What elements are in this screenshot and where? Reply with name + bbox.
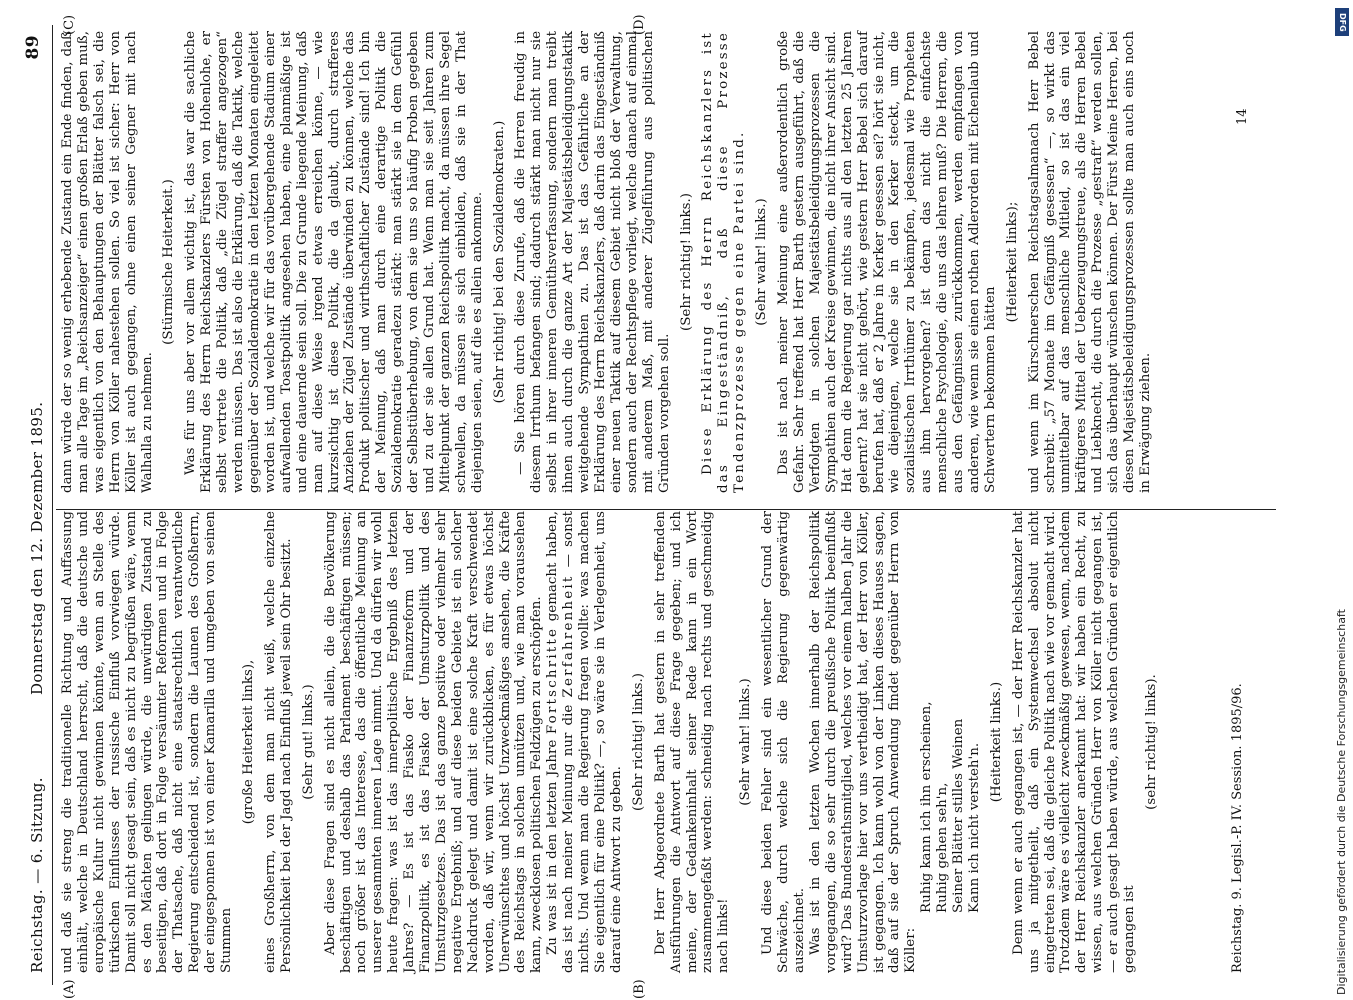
interjection: (sehr richtig! links).: [1144, 674, 1159, 810]
paragraph: Der Herr Abgeordnete Barth hat gestern in sehr treffenden Ausführungen die Antwort auf diese Frage gegeben; und ich meine, der Gedankeninhalt seiner Rede kann in ein Wort zusammengefaßt werden: schneidig nach rechts und geschmeidig nach links!: [652, 511, 732, 973]
interjection: (Heiterkeit links);: [1004, 201, 1020, 323]
header-left: Reichstag. — 6. Sitzung.: [28, 777, 46, 973]
verse-line: Ruhig kann ich ihn erscheinen,: [919, 701, 935, 913]
emphasis-paragraph: Diese Erklärung des Herrn Reichskanzlers ist das Eingeständniß, daß diese Prozesse Tendenzprozesse gegen eine Partei sind.: [700, 31, 748, 493]
paragraph: eines Großherrn, von dem man nicht weiß, welche einzelne Persönlichkeit bei der Jagd nach Einfluß jeweil sein Ohr besitzt.: [262, 511, 294, 973]
paragraph: — Sie hören durch diese Zurufe, daß die Herren freudig in diesem Irrthum befangen sind; dadurch stärkt man nicht nur sie selbst in ihrer inneren Gemüthsverfassung, sondern man treibt ihnen auch durch die ganze Art der Majestätsbeleidigungstaktik weitgehende Sympathien zu. Das ist das Gefährliche an der Erklärung des Herrn Reichskanzlers, daß darin das Eingeständniß einer neuen Taktik auf diesem Gebiet nicht bloß der Verwaltung, sondern auch der Rechtspflege vorliegt, welche danach auf einmal mit anderem Maß, mit anderer Zügelführung aus politischen Gründen vorgehen soll.: [513, 31, 672, 493]
paragraph: und wenn im Kürschnerschen Reichstagsalmanach Herr Bebel schreibt: „57 Monate im Gefängniß gesessen“ —, so wirkt das unmittelbar auf das menschliche Mitleid, so ist das ein viel kräftigeres Mittel der Ueberzeugungstreue, als die Herren Bebel und Liebknecht, die durch die Prozesse „gestraft“ werden sollen, sich das überhaupt wünschen können. Der Fürst Meine Herren, bei diesen Majestätsbeleidigungsprozessen sollte man auch eins noch in Erwägung ziehen.: [1026, 31, 1153, 493]
verse-line: Kann ich nicht versteh'n.: [966, 742, 982, 913]
paragraph: Denn wenn er auch gegangen ist, — der Herr Reichskanzler hat uns ja mitgetheilt, daß ein Systemwechsel absolut nicht eingetreten sei, daß die gleiche Politik nach wie vor gemacht wird. Trotzdem wäre es vielleicht zweckmäßig gewesen, wenn, nachdem der Herr Reichskanzler anerkannt hat: wir haben ein Recht, zu wissen, aus welchen Gründen Herr von Köller nicht gegangen ist, — er auch gesagt haben würde, aus welchen Gründen er eigentlich gegangen ist: [1010, 511, 1138, 973]
right-column: [60, 31, 1154, 493]
marker-a: (A): [62, 979, 77, 999]
text-run: Zu was ist in den letzten Jahre: [545, 739, 561, 955]
interjection: (Sehr richtig! links.): [678, 193, 694, 331]
marker-b: (B): [632, 979, 647, 999]
newspaper-page: [20, 14, 1320, 999]
paragraph: Das ist nach meiner Meinung eine außerordentlich große Gefahr. Sehr treffend hat Herr Barth gestern ausgeführt, daß die Verfolgten in solchen Majestätsbeleidigungsprozessen die Sympathien auch der Kreise gewinnen, die nicht ihrer Ansicht sind. Hat denn die Regierung gar nichts aus all den letzten 25 Jahren gelernt? hat sie nicht gehört, wie gestern Herr Bebel sich darauf berufen hat, daß er 2 Jahre in Kerker gesessen sei? hört sie nicht, wie diejenigen, welche sie in den Kerker steckt, um die sozialistischen Irrthümer zu bekämpfen, jedesmal wie Propheten aus ihm hervorgehen? ist denn das nicht die einfachste menschliche Psychologie, die uns das lehren muß? Die Herren, die aus den Gefängnissen zurückkommen, werden empfangen von anderen, wie wenn sie einen rothen Adlerorden mit Eichenlaub und Schwertern bekommen hätten: [776, 31, 998, 493]
interjection: (Stürmische Heiterkeit.): [161, 179, 177, 345]
paragraph: und daß sie streng die traditionelle Richtung und Auffassung einhält, welche in Deutschland herrscht, daß die deutsche und europäische Kultur nicht gewinnen könnte, wenn an Stelle des türkischen Einflusses der russische Einfluß vorwiegen würde. Damit soll nicht gesagt sein, daß es nicht zu begrüßen wäre, wenn es den Mächten gelingen würde, die unwürdigen Zustand zu beseitigen, daß dort in Folge versäumter Reformen und in Folge der Thatsache, daß nicht eine staatsrechtlich verantwortliche Regierung entscheidend ist, sondern die Launen des Großherrn, der eingesponnen ist von einer Kamarilla und umgeben von seinen Stummen: [60, 511, 235, 973]
paragraph: Aber diese Fragen sind es nicht allein, die die Bevölkerung beschäftigen und deshalb das Parlament beschäftigen müssen; noch größer ist das Interesse, das die öffentliche Meinung an unserer gesammten inneren Lage nimmt. Und da dürfen wir wohl heute fragen: was ist das innerpolitische Ergebniß des letzten Jahres? — Es ist das Fiasko der Finanzreform und der Finanzpolitik, es ist das Fiasko der Umsturzpolitik und des Umsturzgesetzes. Das ist das ganze positive oder vielmehr sehr negative Ergebniß; und auf diese beiden Gebiete ist ein solcher Nachdruck gelegt und damit ist eine solche Kraft verschwendet worden, daß wir, wenn wir zurückblicken, es für etwas höchst Unerwünschtes und höchst Unzweckmäßiges ansehen, die Kräfte des Reichstags in solchen unnützen und, wie man voraussehen kann, zwecklosen politischen Feldzügen zu erschöpfen.: [322, 511, 545, 973]
interjection: (Sehr wahr! links.): [738, 678, 754, 806]
paragraph: [545, 511, 625, 973]
emphasis: Fortschritte: [545, 626, 561, 735]
interjection: (große Heiterkeit links),: [240, 659, 256, 825]
page-header: [23, 25, 53, 985]
paragraph: Was für uns aber vor allem wichtig ist, das war die sachliche Erklärung des Herrn Reichskanzlers Fürsten von Hohenlohe, er selbst vertrete die Politik, daß „die Zügel straffer angezogen“ werden müssen. Das ist also die Erklärung, daß die Taktik, welche gegenüber der Sozialdemokratie in den letzten Monaten eingeleitet worden ist, und welche wir für das vorübergehende Stadium einer aufwallenden Toastpolitik angesehen haben, eine planmäßige ist und eine dauernde sein soll. Die zu Grunde liegende Meinung, daß man auf diese Weise irgend etwas erreichen könne, — wie kurzsichtig ist diese Politik, die da glaubt, durch strafferes Anziehen der Zügel Zustände überwinden zu können, welche das Produkt politischer und wirthschaftlicher Zustände sind! Ich bin der Meinung, daß man durch eine derartige Politik die Sozialdemokratie geradezu stärkt: man stärkt sie in dem Gefühl der Selbstüberhebung, von dem sie uns so häufig Proben gegeben und zu der sie allen Grund hat. Wenn man sie seit Jahren zum Mittelpunkt der ganzen Reichspolitik macht, da müssen ihre Segel schwellen, da müssen sie sich einbilden, daß sie in der That diejenigen seien, auf die es allein ankomme.: [183, 31, 485, 493]
interjection: (Heiterkeit links.): [988, 681, 1004, 803]
dfg-logo: DFG: [1335, 8, 1349, 36]
text-run: gemacht haben, das ist nach meiner Meinung nur die: [545, 511, 577, 973]
page-number: 89: [23, 35, 43, 60]
header-date: Donnerstag den 12. Dezember 1895.: [28, 401, 46, 695]
digitization-notice: Digitalisierung gefördert durch die Deutsche Forschungsgemeinschaft: [1335, 609, 1348, 995]
verse-line: Ruhig gehen seh'n,: [935, 782, 951, 913]
emphasis: Zerfahrenheit: [561, 574, 577, 698]
left-column: [60, 511, 1166, 973]
footer-session: Reichstag. 9. Legisl.-P. IV. Session. 1895/96.: [1230, 683, 1245, 973]
paragraph: dann würde der so wenig erhebende Zustand ein Ende finden, daß man alle Tage im „Reichsanzeiger“ einen großen Erlaß geben muß, was eigentlich von den Behauptungen der Blätter falsch sei, die Herrn von Köller nahestehen sollen. So viel ist sicher: Herr von Köller ist auch gegangen, ohne einen seiner Gegner mit nach Walhalla zu nehmen.: [60, 31, 155, 493]
paragraph: Und diese beiden Fehler sind ein wesentlicher Grund der Schwäche, durch welche sich die Regierung gegenwärtig auszeichnet.: [760, 511, 807, 973]
signature-number: 14: [1235, 108, 1250, 125]
paragraph: Was ist in den letzten Wochen innerhalb der Reichspolitik vorgegangen, die so sehr durch die preußische Politik beeinflußt wird? Das Bundesrathsmitglied, welches vor einem halben Jahr die Umsturzvorlage hier vor uns vertheidigt hat, der Herr von Köller, ist gegangen. Ich kann wohl von der Linken dieses Hauses sagen, daß auf sie der Spruch Anwendung findet gegenüber Herrn von Köller:: [807, 511, 919, 973]
text-run: — sonst nichts. Und wenn man die Regierung fragen wollte: was machen Sie eigentlich für eine Politik? —, so wäre sie in Verlegenheit, uns darauf eine Antwort zu geben.: [561, 511, 624, 973]
interjection: (Sehr richtig! links.): [630, 673, 646, 811]
column-rule: [56, 509, 1276, 510]
verse-line: Seiner Blätter stilles Weinen: [951, 718, 967, 913]
interjection: (Sehr richtig! bei den Sozialdemokraten.): [491, 120, 507, 404]
interjection: (Sehr gut! links.): [300, 684, 316, 800]
marker-c: (C): [62, 14, 77, 35]
interjection: (Sehr wahr! links.): [754, 198, 770, 326]
marker-d: (D): [632, 14, 647, 35]
